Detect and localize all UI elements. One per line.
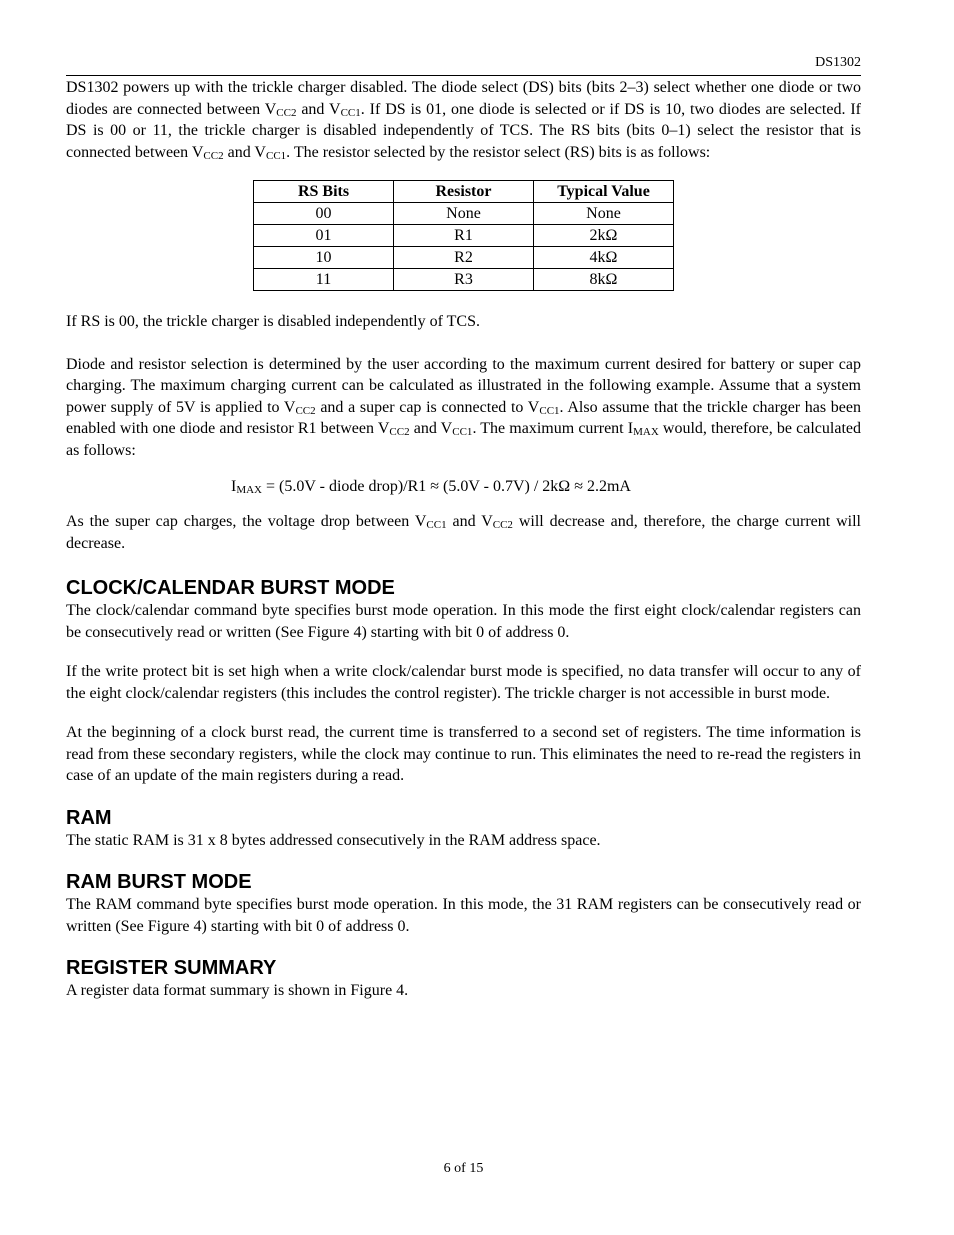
section-title-ram-burst: RAM BURST MODE [66,871,252,893]
page-number: 6 of 15 [443,1161,484,1176]
rs-note-paragraph: If RS is 00, the trickle charger is disabled independently of TCS. [66,313,480,330]
table-header-cell: RS Bits [254,181,394,203]
clock-burst-paragraph-1: The clock/calendar command byte specifies burst mode operation. In this mode the first eight clock/calendar registers can be consecutively read or written (See Figure 4) starting with bit 0 of address 0. [66,602,861,641]
section-title-register-summary: REGISTER SUMMARY [66,957,277,979]
table-cell: 00 [254,203,394,225]
table-cell: R1 [394,225,534,247]
section-title-clock-burst: CLOCK/CALENDAR BURST MODE [66,577,395,599]
clock-burst-paragraph-2: If the write protect bit is set high when a write clock/calendar burst mode is specified, no data transfer will occur to any of the eight clock/calendar registers (this includes the control register). The trickle charger is not accessible in burst mode. [66,663,861,702]
table-cell: None [534,203,674,225]
ram-paragraph: The static RAM is 31 x 8 bytes addressed consecutively in the RAM address space. [66,831,601,849]
table-row [254,203,674,225]
table-header-cell: Resistor [394,181,534,203]
imax-formula: $I_{MAX} = (5.0V$ - diode drop)/R1 ≈ (5.0V - 0.7V) / 2kΩ ≈ 2.2mA [231,478,631,496]
table-row [254,225,674,247]
table-row [254,269,674,291]
table-cell: 10 [254,247,394,269]
register-summary-paragraph: A register data format summary is shown in Figure 4. [66,982,409,999]
charge-paragraph: As the super cap charges, the voltage drop between $V_{CC1}$ and $V_{CC2}$ will decrease and, therefore, the charge current will decrease. [66,513,862,552]
table-cell: 2kΩ [534,225,674,247]
rs-bits-table [253,180,674,291]
table-cell: 01 [254,225,394,247]
table-header-row [254,181,674,203]
table-cell: 8kΩ [534,269,674,291]
document-id: DS1302 [815,55,861,70]
table-cell: R2 [394,247,534,269]
table-header-cell: Typical Value [534,181,674,203]
table-cell: 11 [254,269,394,291]
header-rule [66,75,861,76]
ram-burst-paragraph: The RAM command byte specifies burst mode operation. In this mode, the 31 RAM registers can be consecutively read or written (See Figure 4) starting with bit 0 of address 0. [66,896,861,935]
table-cell: 4kΩ [534,247,674,269]
table-cell: R3 [394,269,534,291]
clock-burst-paragraph-3: At the beginning of a clock burst read, the current time is transferred to a second set of registers. The time information is read from these secondary registers, while the clock may continue to run. This eliminates the need to re-read the registers in case of an update of the main registers during a read. [66,724,861,784]
page-content [66,77,861,1002]
table-cell: None [394,203,534,225]
example-paragraph: Diode and resistor selection is determined by the user according to the maximum current desired for battery or super cap charging. The maximum charging current can be calculated as illustrated in the following example. Assume that a system power supply of 5V is applied to $V_{CC2}$ and a super cap is connected to $V_{CC1}$. Also assume that the trickle charger has been enabled with one diode and resistor R1 between $V_{CC2}$ and $V_{CC1}$. The maximum current $I_{MAX}$ would, therefore, be calculated as follows: [66,355,862,459]
intro-paragraph: DS1302 powers up with the trickle charger disabled. The diode select (DS) bits (bits 2–3) select whether one diode or two diodes are connected between $V_{CC2}$ and $V_{CC1}$. If DS is 01, one diode is selected or if DS is 10, two diodes are selected. If DS is 00 or 11, the trickle charger is disabled independently of TCS. The RS bits (bits 0–1) select the resistor that is connected between $V_{CC2}$ and $V_{CC1}$. The resistor selected by the resistor select (RS) bits is as follows: [66,79,861,162]
table-row [254,247,674,269]
section-title-ram: RAM [66,806,112,829]
